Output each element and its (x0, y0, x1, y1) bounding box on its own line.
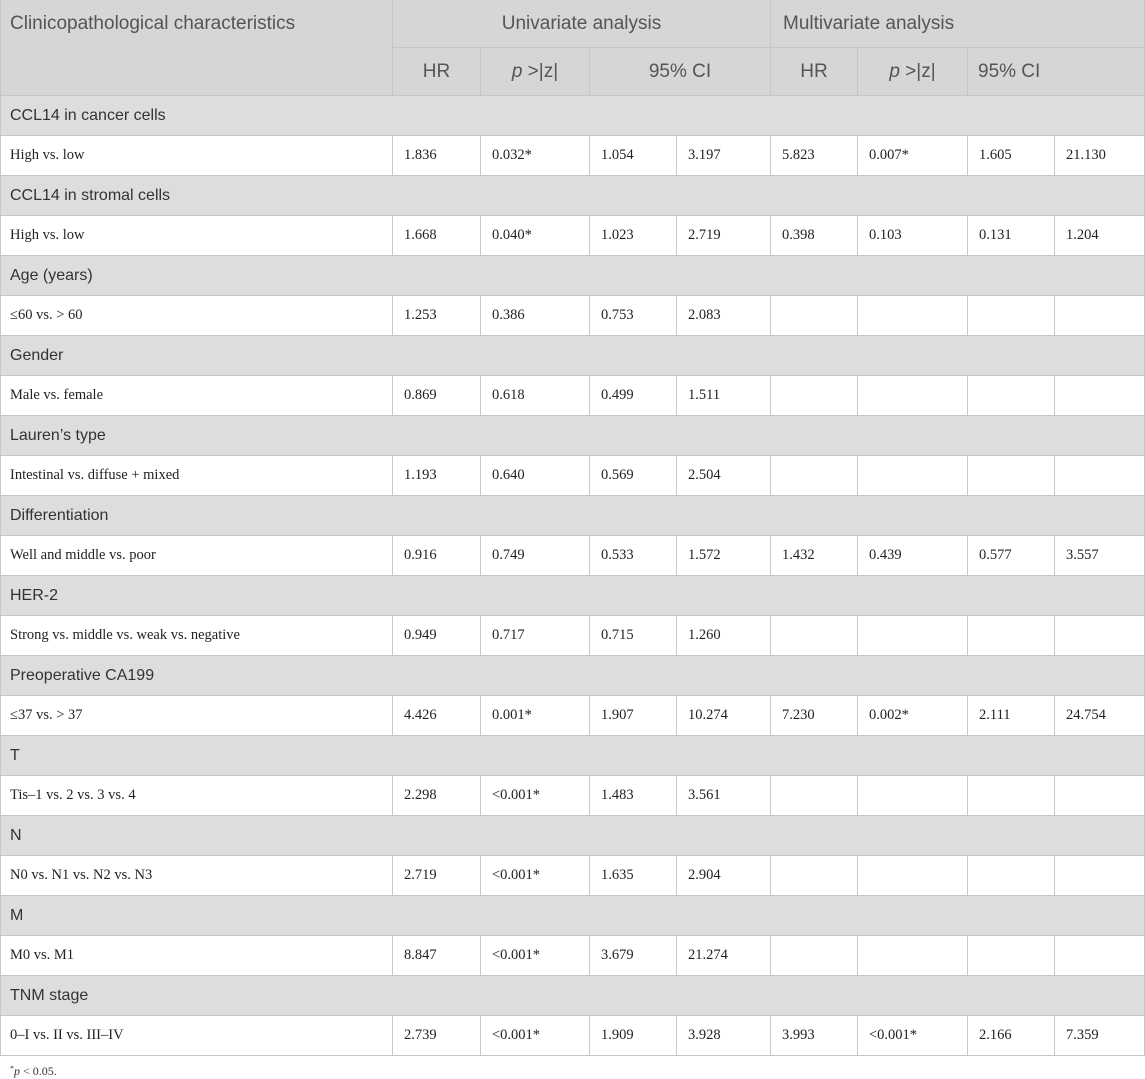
multivariate-ci-high-cell (1055, 616, 1145, 656)
univariate-hr-header: HR (393, 48, 481, 96)
univariate-ci-high-cell: 1.572 (677, 536, 771, 576)
multivariate-ci-high-cell (1055, 296, 1145, 336)
row-label: High vs. low (1, 136, 393, 176)
univariate-p-cell: 0.618 (481, 376, 590, 416)
section-header-t: T (0, 736, 1145, 776)
univariate-p-cell: 0.032* (481, 136, 590, 176)
p-suffix: >|z| (899, 60, 936, 82)
univariate-p-cell: 0.717 (481, 616, 590, 656)
table-row (0, 616, 1145, 656)
univariate-hr-cell: 0.869 (393, 376, 481, 416)
multivariate-hr-cell: 0.398 (771, 216, 858, 256)
multivariate-ci-high-cell: 24.754 (1055, 696, 1145, 736)
row-label: High vs. low (1, 216, 393, 256)
table-row (0, 856, 1145, 896)
multivariate-ci-low-cell (968, 936, 1055, 976)
univariate-p-cell: 0.749 (481, 536, 590, 576)
univariate-hr-cell: 2.298 (393, 776, 481, 816)
table-row (0, 936, 1145, 976)
multivariate-ci-high-cell (1055, 776, 1145, 816)
multivariate-ci-low-cell: 2.166 (968, 1016, 1055, 1056)
multivariate-hr-cell (771, 616, 858, 656)
p-suffix: >|z| (522, 60, 559, 82)
table-row (0, 216, 1145, 256)
multivariate-hr-cell (771, 456, 858, 496)
multivariate-ci-low-cell: 0.577 (968, 536, 1055, 576)
univariate-ci-low-cell: 1.909 (590, 1016, 677, 1056)
p-header-label (889, 61, 935, 83)
multivariate-ci-high-cell: 3.557 (1055, 536, 1145, 576)
multivariate-p-cell: 0.439 (858, 536, 968, 576)
univariate-ci-high-cell: 3.197 (677, 136, 771, 176)
multivariate-ci-low-cell (968, 776, 1055, 816)
p-symbol: p (889, 60, 900, 82)
univariate-ci-high-cell: 21.274 (677, 936, 771, 976)
multivariate-ci-high-cell (1055, 456, 1145, 496)
univariate-hr-cell: 1.836 (393, 136, 481, 176)
multivariate-p-header (858, 48, 968, 96)
table-row (0, 536, 1145, 576)
multivariate-hr-cell: 1.432 (771, 536, 858, 576)
row-label: Male vs. female (1, 376, 393, 416)
multivariate-hr-cell (771, 376, 858, 416)
univariate-hr-cell: 8.847 (393, 936, 481, 976)
section-header-age: Age (years) (0, 256, 1145, 296)
row-label: Strong vs. middle vs. weak vs. negative (1, 616, 393, 656)
row-label: ≤60 vs. > 60 (1, 296, 393, 336)
multivariate-analysis-header: Multivariate analysis (771, 0, 1145, 48)
univariate-ci-high-cell: 2.083 (677, 296, 771, 336)
table-row (0, 1016, 1145, 1056)
multivariate-ci-low-cell (968, 456, 1055, 496)
univariate-p-cell: <0.001* (481, 936, 590, 976)
row-label: ≤37 vs. > 37 (1, 696, 393, 736)
table-row (0, 296, 1145, 336)
multivariate-hr-cell: 3.993 (771, 1016, 858, 1056)
row-label: Well and middle vs. poor (1, 536, 393, 576)
univariate-analysis-header: Univariate analysis (393, 0, 771, 48)
univariate-hr-cell: 2.739 (393, 1016, 481, 1056)
univariate-p-cell: <0.001* (481, 856, 590, 896)
row-label: N0 vs. N1 vs. N2 vs. N3 (1, 856, 393, 896)
univariate-p-cell: <0.001* (481, 1016, 590, 1056)
multivariate-ci-low-cell: 1.605 (968, 136, 1055, 176)
multivariate-ci-low-cell: 2.111 (968, 696, 1055, 736)
univariate-p-cell: 0.640 (481, 456, 590, 496)
univariate-ci-low-cell: 1.483 (590, 776, 677, 816)
p-header-label (512, 61, 558, 83)
univariate-ci-high-cell: 1.260 (677, 616, 771, 656)
section-header-m: M (0, 896, 1145, 936)
p-symbol: p (511, 60, 523, 82)
univariate-p-cell: 0.001* (481, 696, 590, 736)
multivariate-p-cell: 0.002* (858, 696, 968, 736)
multivariate-hr-cell (771, 776, 858, 816)
section-header-ccl14-stromal-cells: CCL14 in stromal cells (0, 176, 1145, 216)
row-label: Intestinal vs. diffuse + mixed (1, 456, 393, 496)
univariate-p-cell: 0.040* (481, 216, 590, 256)
section-header-laurens-type: Lauren’s type (0, 416, 1145, 456)
row-label: Tis–1 vs. 2 vs. 3 vs. 4 (1, 776, 393, 816)
univariate-ci-low-cell: 0.569 (590, 456, 677, 496)
univariate-hr-cell: 1.668 (393, 216, 481, 256)
multivariate-p-cell (858, 856, 968, 896)
multivariate-ci-low-cell: 0.131 (968, 216, 1055, 256)
footnote-p-symbol: p (14, 1064, 20, 1078)
multivariate-ci-low-cell (968, 856, 1055, 896)
univariate-hr-cell: 2.719 (393, 856, 481, 896)
univariate-p-header (481, 48, 590, 96)
univariate-ci-high-cell: 10.274 (677, 696, 771, 736)
univariate-ci-high-cell: 3.928 (677, 1016, 771, 1056)
univariate-ci-high-cell: 2.504 (677, 456, 771, 496)
multivariate-ci-high-cell: 21.130 (1055, 136, 1145, 176)
univariate-hr-cell: 0.949 (393, 616, 481, 656)
multivariate-p-cell (858, 936, 968, 976)
multivariate-p-cell (858, 376, 968, 416)
univariate-ci-low-cell: 0.753 (590, 296, 677, 336)
multivariate-p-cell (858, 456, 968, 496)
section-header-preoperative-ca199: Preoperative CA199 (0, 656, 1145, 696)
univariate-ci-low-cell: 0.533 (590, 536, 677, 576)
multivariate-ci-high-cell (1055, 376, 1145, 416)
univariate-ci-high-cell: 2.904 (677, 856, 771, 896)
multivariate-hr-cell: 5.823 (771, 136, 858, 176)
univariate-p-cell: 0.386 (481, 296, 590, 336)
multivariate-p-cell: 0.103 (858, 216, 968, 256)
footnote-text: < 0.05. (20, 1064, 57, 1078)
univariate-ci-low-cell: 1.023 (590, 216, 677, 256)
row-label: M0 vs. M1 (1, 936, 393, 976)
multivariate-ci-high-cell (1055, 856, 1145, 896)
multivariate-ci-low-cell (968, 376, 1055, 416)
section-header-tnm-stage: TNM stage (0, 976, 1145, 1016)
multivariate-ci-low-cell (968, 296, 1055, 336)
multivariate-p-cell (858, 776, 968, 816)
table-footnote (10, 1061, 57, 1077)
multivariate-hr-cell (771, 936, 858, 976)
univariate-hr-cell: 1.193 (393, 456, 481, 496)
univariate-ci-header: 95% CI (590, 48, 771, 96)
multivariate-p-cell (858, 296, 968, 336)
multivariate-ci-header: 95% CI (968, 48, 1145, 96)
univariate-ci-high-cell: 2.719 (677, 216, 771, 256)
multivariate-hr-cell (771, 856, 858, 896)
row-label: 0–I vs. II vs. III–IV (1, 1016, 393, 1056)
section-header-her2: HER-2 (0, 576, 1145, 616)
multivariate-hr-cell: 7.230 (771, 696, 858, 736)
univariate-p-cell: <0.001* (481, 776, 590, 816)
univariate-ci-high-cell: 3.561 (677, 776, 771, 816)
multivariate-p-cell: <0.001* (858, 1016, 968, 1056)
table-row (0, 696, 1145, 736)
univariate-ci-low-cell: 0.715 (590, 616, 677, 656)
multivariate-p-cell: 0.007* (858, 136, 968, 176)
section-header-ccl14-cancer-cells: CCL14 in cancer cells (0, 96, 1145, 136)
multivariate-hr-header: HR (771, 48, 858, 96)
multivariate-p-cell (858, 616, 968, 656)
multivariate-ci-high-cell: 1.204 (1055, 216, 1145, 256)
section-header-differentiation: Differentiation (0, 496, 1145, 536)
table-header (0, 0, 1145, 96)
univariate-hr-cell: 4.426 (393, 696, 481, 736)
footnote-marker: * (10, 1064, 14, 1073)
table-row (0, 776, 1145, 816)
multivariate-ci-high-cell: 7.359 (1055, 1016, 1145, 1056)
univariate-hr-cell: 0.916 (393, 536, 481, 576)
univariate-ci-low-cell: 1.907 (590, 696, 677, 736)
table-row (0, 376, 1145, 416)
univariate-ci-low-cell: 1.054 (590, 136, 677, 176)
multivariate-hr-cell (771, 296, 858, 336)
table-row (0, 136, 1145, 176)
univariate-ci-low-cell: 1.635 (590, 856, 677, 896)
univariate-ci-low-cell: 0.499 (590, 376, 677, 416)
characteristics-header: Clinicopathological characteristics (1, 0, 393, 96)
section-header-gender: Gender (0, 336, 1145, 376)
section-header-n: N (0, 816, 1145, 856)
multivariate-ci-high-cell (1055, 936, 1145, 976)
multivariate-ci-low-cell (968, 616, 1055, 656)
univariate-ci-high-cell: 1.511 (677, 376, 771, 416)
table-row (0, 456, 1145, 496)
univariate-hr-cell: 1.253 (393, 296, 481, 336)
univariate-ci-low-cell: 3.679 (590, 936, 677, 976)
table-body (0, 96, 1145, 1056)
